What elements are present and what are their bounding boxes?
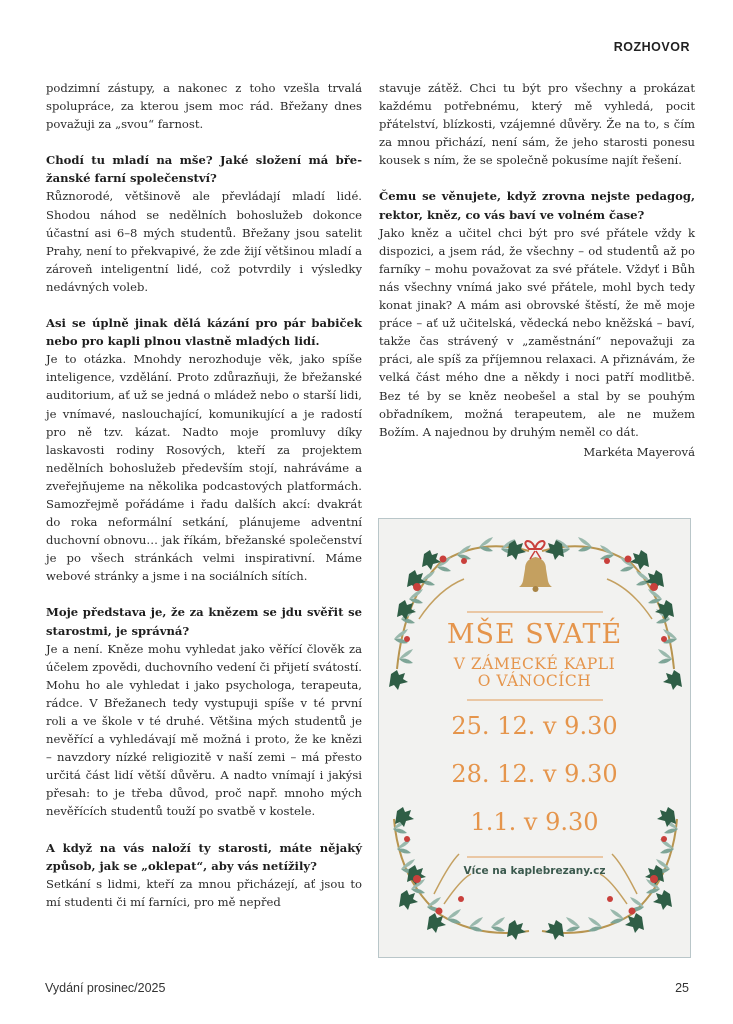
paragraph: Je a není. Kněze mohu vyhledat jako věřící člověk za účelem zpovědi, duchovního vedení či přijetí svátostí. Mohu ho ale vyhledat i jako psychologa, terapeuta, rádce. V Břežanech tedy vystupuji spíše v té první roli a ve škole v té druhé. Většina mých studentů je nevěřící a vyhledávají mě možná i proto, že ke knězi – navzdory nízké religiozitě v naší zemi – má přesto určitá část lidí větší důvěru. A nadto vnímají i jakýsi přesah: to je třeba důvod, proč např. mnoho mých nevěřících studentů touží po svatbě v kostele. xyxy=(46,641,362,819)
poster-subtitle-line-2: O VÁNOCÍCH xyxy=(477,672,592,690)
paragraph: Jako kněz a učitel chci být pro své přátele vždy k dispozici, a jsem rád, že všechny – od studentů až po farníky – mohu považovat za své přátele. Vždyť i Bůh nás všechny vnímá jako své přátele, mohl bych tedy konat jinak? A mám asi obrovské štěstí, že mě moje práce – ať už učitelská, vědecká nebo kněžská – baví, takže čas strávený v „zaměstnání“ nepovažuji za práci, ale spíš za příjemnou relaxaci. A přiznávám, že velká část mého dne a někdy i noci patří modlitbě. Bez té by se kněz neobešel a stal by se pouhým obřadníkem, možná terapeutem, ale ne mužem Božím. A najednou by druhým neměl co dát. xyxy=(379,225,695,439)
more-info-link[interactable]: Více na kaplebrezany.cz xyxy=(463,865,606,877)
poster-title: MŠE SVATÉ xyxy=(446,619,623,650)
paragraph: Je to otázka. Mnohdy nerozhoduje věk, jako spíše inteligence, vzdělání. Proto zdůrazňuji, že břežanské auditorium, ať už se jedná o mládež nebo o starší lidi, je vnímavé, naslouchající, komunikující a je radostí pro ně tzv. kázat. Nadto moje promluvy díky laskavosti rodiny Rosových, kteří za projektem nedělních bohoslužeb především stojí, nahráváme a zveřejňujeme na několika podcastových platformách. Samozřejmě pořádáme i řadu dalších akcí: dvakrát do roka neformální setkání, plánujeme adventní duchovní obnovu… jak říkám, břežanské společenství je po všech stránkách velmi inspirativní. Máme webové stránky a jsme i na sociálních sítích. xyxy=(46,352,362,584)
poster-subtitle xyxy=(379,656,690,690)
issue-label: Vydání prosinec/2025 xyxy=(45,981,166,995)
article-column-right xyxy=(379,79,695,461)
divider-line xyxy=(467,856,603,858)
mass-date: 28. 12. v 9.30 xyxy=(451,760,618,788)
section-label: ROZHOVOR xyxy=(613,40,690,54)
author-name: Markéta Mayerová xyxy=(583,444,695,459)
mass-date: 25. 12. v 9.30 xyxy=(451,712,618,740)
mass-date: 1.1. v 9.30 xyxy=(470,808,599,836)
paragraph: Různorodé, většinově ale převládají mladí lidé. Shodou náhod se nedělních bohoslužeb dokonce účastní asi 6–8 mých studentů. Břežany jsou satelit Prahy, není to překvapivé, že zde žijí většinou mladí a zároveň inteligentní lidé, což potvrdily i výsledky nedávných voleb. xyxy=(46,189,362,294)
article-column-left xyxy=(46,79,362,911)
interview-question: A když na vás naloží ty starosti, máte nějaký způsob, jak se „oklepat“, aby vás netížily? xyxy=(46,840,362,873)
interview-question: Moje představa je, že za knězem se jdu svěřit se starostmi, je správná? xyxy=(46,605,362,638)
poster-subtitle-line-1: V ZÁMECKÉ KAPLI xyxy=(453,655,616,673)
divider-line xyxy=(467,611,603,613)
page-number: 25 xyxy=(675,981,689,995)
paragraph: Setkání s lidmi, kteří za mnou přicházejí, ať jsou to mí studenti či mí farníci, pro mě nepřed xyxy=(46,876,362,909)
interview-question: Čemu se věnujete, když zrovna nejste pedagog, rektor, kněz, co vás baví ve volném čase? xyxy=(379,189,695,222)
christmas-mass-poster xyxy=(378,518,691,958)
interview-question: Asi se úplně jinak dělá kázání pro pár babiček nebo pro kapli plnou vlastně mladých lidí. xyxy=(46,316,362,349)
paragraph: podzimní zástupy, a nakonec z toho vzešla trvalá spolupráce, za kterou jsem moc rád. Břežany dnes považuji za „svou“ farnost. xyxy=(46,81,362,132)
paragraph: stavuje zátěž. Chci tu být pro všechny a prokázat každému potřebnému, který mě vyhledá, pocit přátelství, blízkosti, vzájemné důvěry. Že na to, s čím za mnou přichází, není sám, že jeho starosti ponesu kousek s ním, že se společně pokusíme najít řešení. xyxy=(379,81,695,168)
divider-line xyxy=(467,699,603,701)
interview-question: Chodí tu mladí na mše? Jaké složení má břežanské farní společenství? xyxy=(46,153,362,186)
bell-icon xyxy=(519,541,552,592)
